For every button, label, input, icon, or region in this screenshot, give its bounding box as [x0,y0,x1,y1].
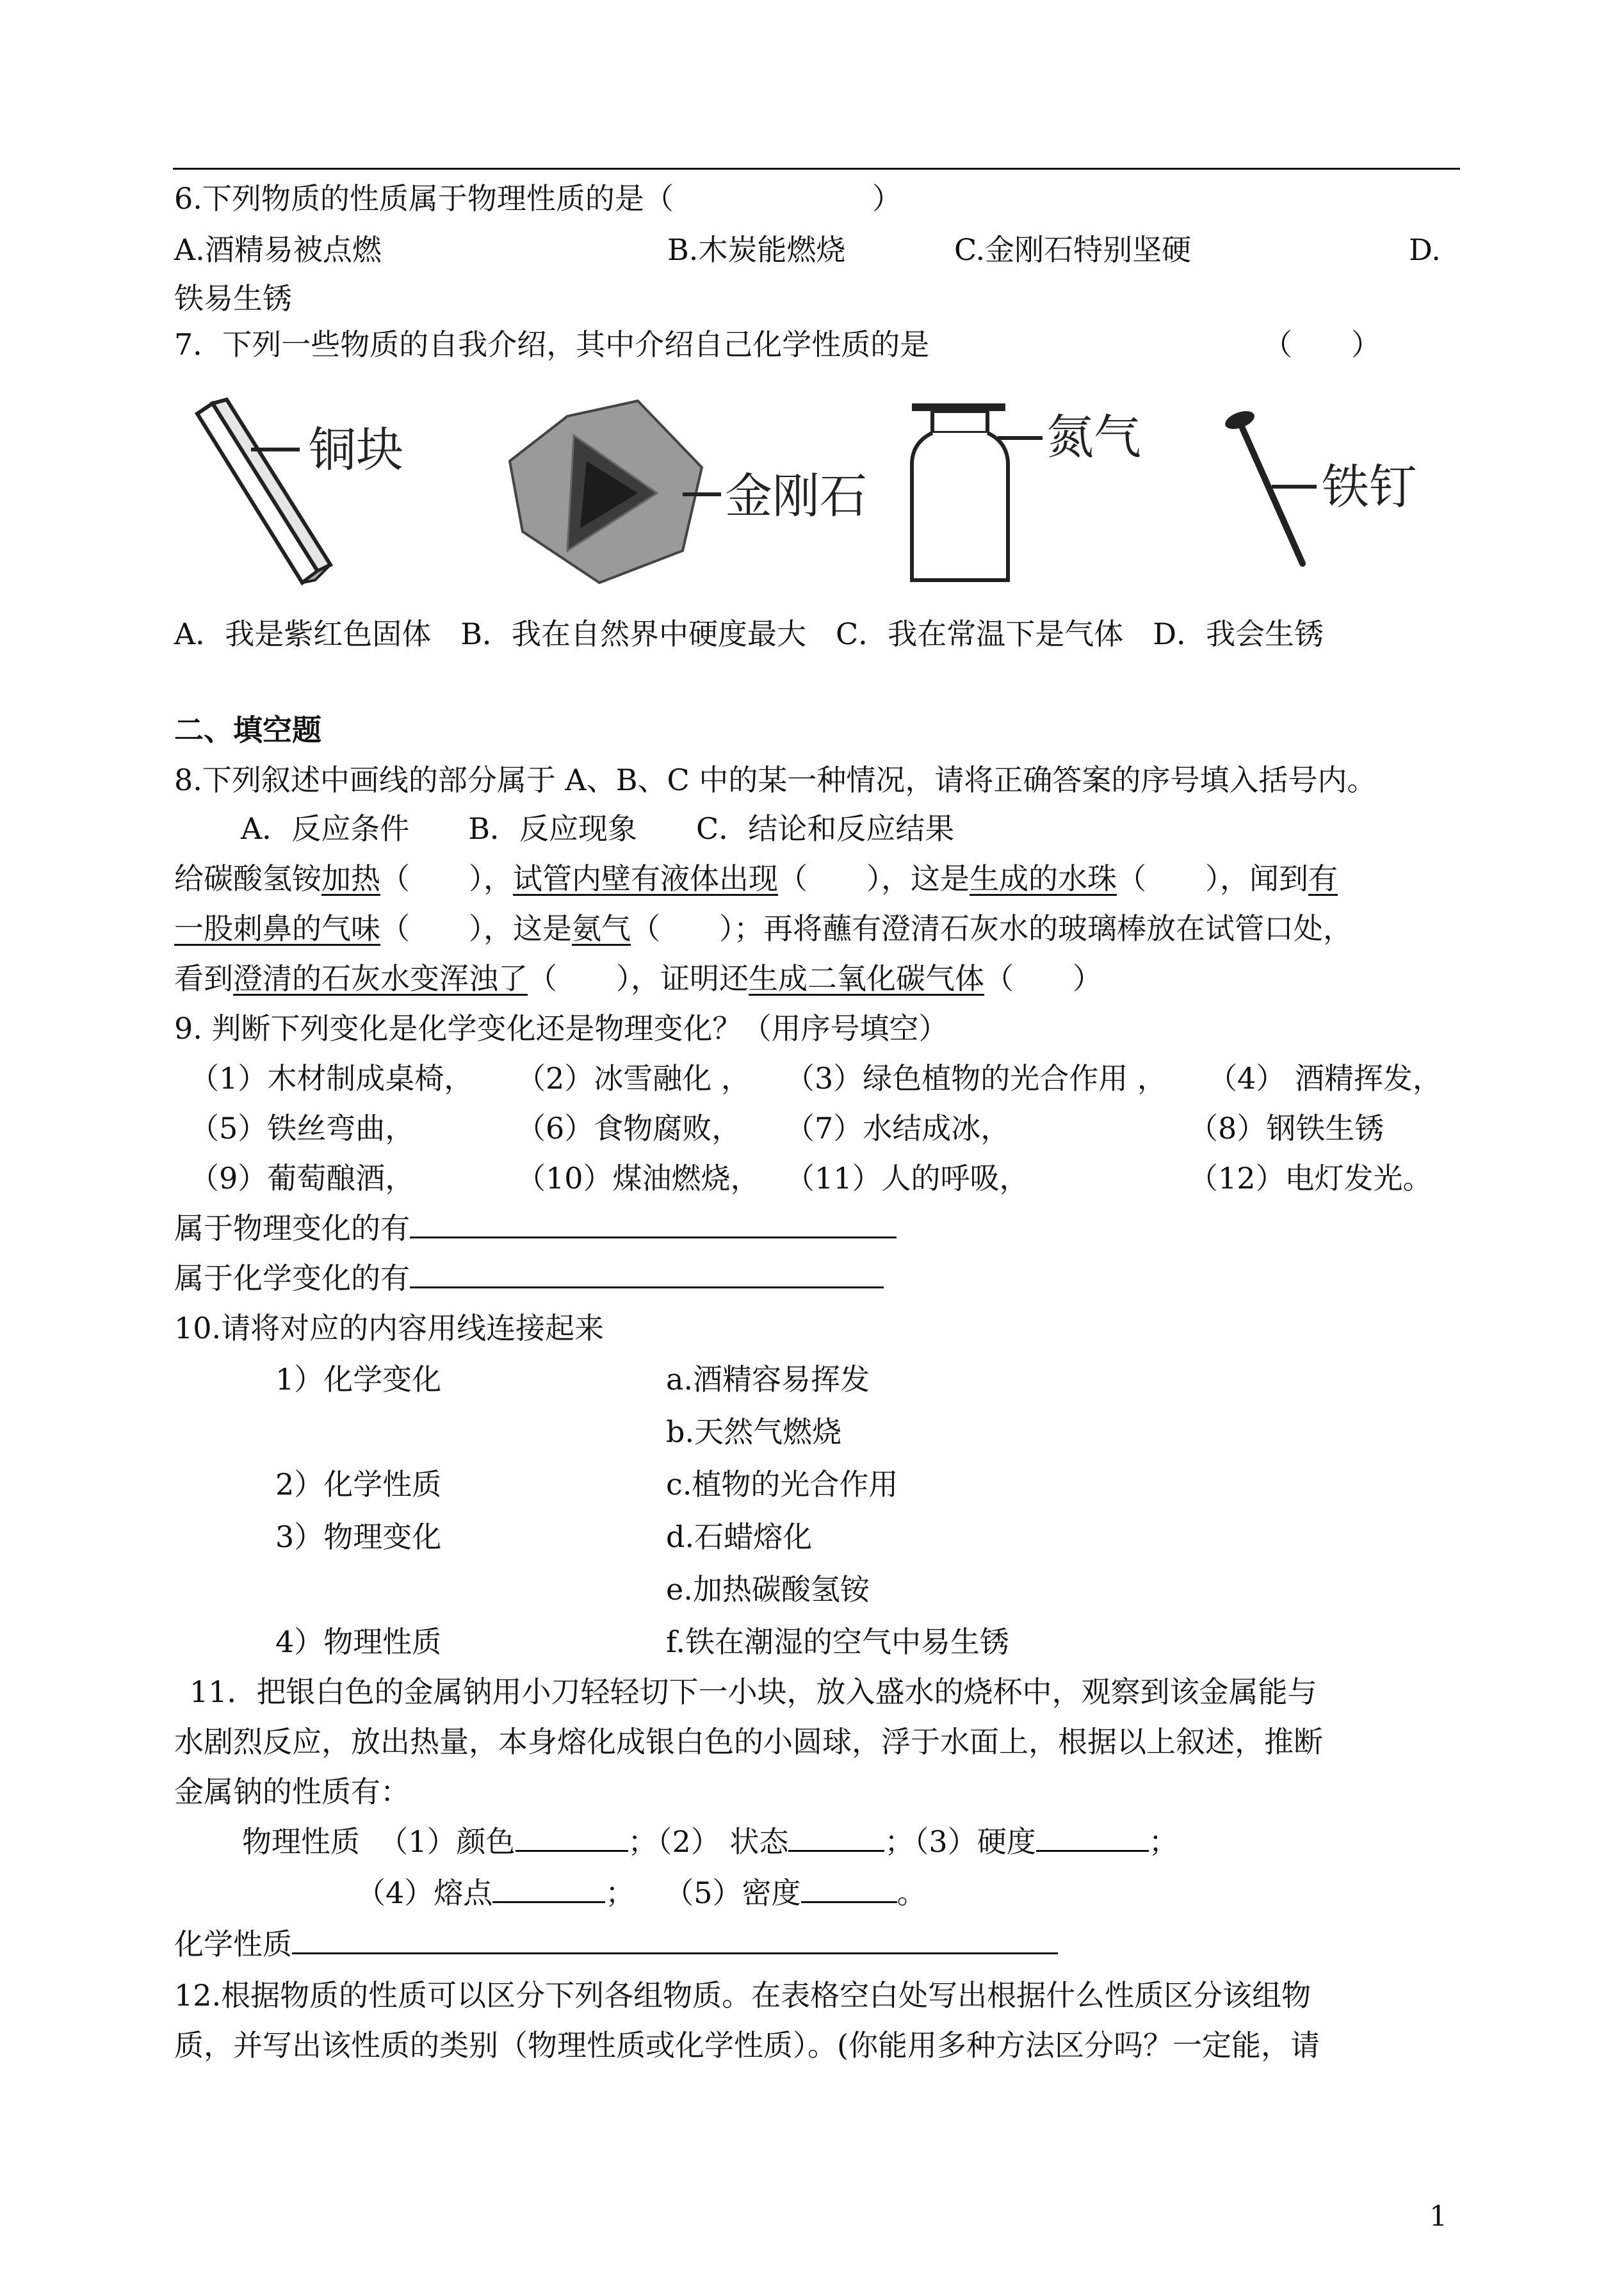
q10-right-f: f.铁在潮湿的空气中易生锈 [666,1625,1010,1659]
iron-nail-image [1222,408,1417,564]
q6-option-b: B.木炭能燃烧 [667,232,846,267]
q6-option-c: C.金刚石特别坚硬 [954,232,1192,267]
q10-left-2: 2）化学性质 [275,1467,442,1502]
q8-stem: 8.下列叙述中画线的部分属于 A、B、C 中的某一种情况，请将正确答案的序号填入括号内。 [174,763,1377,797]
figure-label-nitrogen: 氮气 [1046,410,1141,465]
figure-label-copper: 铜块 [309,423,403,478]
q8-choices: A．反应条件 B．反应现象 C．结论和反应结果 [241,811,955,846]
q9-row-2: （5）铁丝弯曲， （6）食物腐败， （7）水结成冰， （8）钢铁生锈 [190,1111,1384,1146]
q11-density-blank[interactable] [801,1876,897,1903]
q7-options: A．我是紫红色固体 B．我在自然界中硬度最大 C．我在常温下是气体 D．我会生锈 [174,617,1324,651]
q11-hardness-blank[interactable] [1036,1824,1149,1852]
header-rule [173,168,1460,170]
q7-stem: 7．下列一些物质的自我介绍，其中介绍自己化学性质的是 （ ） [174,327,1381,362]
q11-physical-row-1: 物理性质 （1）颜色 ；（2） 状态 ；（3）硬度 ； [242,1824,1178,1859]
page-number: 1 [1429,2200,1447,2233]
q7-figure [190,391,1438,596]
q11-state-blank[interactable] [788,1824,884,1852]
q9-physical-answer: 属于物理变化的有 [174,1209,897,1247]
q11-line-3: 金属钠的性质有： [174,1774,410,1809]
q10-left-1: 1）化学变化 [275,1362,442,1397]
q11-chemical-row: 化学性质 [174,1925,1058,1963]
q6-options [174,231,1455,269]
q9-row-3: （9）葡萄酿酒， （10）煤油燃烧， （11）人的呼吸， （12）电灯发光。 [190,1161,1433,1196]
q10-left-3: 3）物理变化 [275,1520,442,1554]
q10-right-e: e.加热碳酸氢铵 [666,1572,870,1607]
q9-stem: 9. 判断下列变化是化学变化还是物理变化？（用序号填空） [174,1011,948,1046]
q11-chemical-blank[interactable] [292,1927,1058,1954]
q9-chemical-answer: 属于化学变化的有 [174,1259,884,1297]
q11-line-1: 11．把银白色的金属钠用小刀轻轻切下一小块，放入盛水的烧杯中，观察到该金属能与 [190,1675,1317,1709]
q8-line-1: 给碳酸氢铵加热（ ），试管内壁有液体出现（ ），这是生成的水珠（ ），闻到有 [174,861,1338,896]
q6-option-a: A.酒精易被点燃 [174,232,382,267]
q8-line-2: 一股刺鼻的气味（ ），这是氨气（ ）；再将蘸有澄清石灰水的玻璃棒放在试管口处， [174,911,1352,946]
q9-row-1: （1）木材制成桌椅， （2）冰雪融化 ， （3）绿色植物的光合作用 ， （4） 酒精挥发， [190,1061,1442,1096]
q10-stem: 10.请将对应的内容用线连接起来 [174,1311,605,1345]
q9-physical-blank[interactable] [410,1211,897,1238]
q10-right-c: c.植物的光合作用 [666,1467,898,1502]
q11-physical-row-2: （4）熔点 ； （5）密度 。 [356,1876,927,1910]
q12-line-2: 质，并写出该性质的类别（物理性质或化学性质）。(你能用多种方法区分吗？一定能，请 [174,2028,1320,2063]
q9-chemical-blank[interactable] [410,1261,884,1288]
q11-melting-point-blank[interactable] [492,1876,605,1903]
q11-color-blank[interactable] [516,1824,628,1852]
q6-stem: 6.下列物质的性质属于物理性质的是（ ） [174,181,902,216]
figure-label-diamond: 金刚石 [725,469,867,524]
gas-bottle-image [912,403,1141,580]
q10-left-4: 4）物理性质 [275,1625,442,1659]
copper-block-image [197,400,403,583]
figure-label-iron-nail: 铁钉 [1322,460,1417,515]
diamond-image [510,401,867,583]
q6-option-d: D. [1409,232,1441,267]
q8-line-3: 看到澄清的石灰水变浑浊了（ ），证明还生成二氧化碳气体（ ） [174,961,1102,996]
q10-right-b: b.天然气燃烧 [666,1415,842,1449]
q6-option-d-text: 铁易生锈 [174,281,292,316]
q12-line-1: 12.根据物质的性质可以区分下列各组物质。在表格空白处写出根据什么性质区分该组物 [174,1978,1311,2013]
section-title: 二、填空题 [174,713,321,747]
q10-right-a: a.酒精容易挥发 [666,1362,870,1397]
q10-right-d: d.石蜡熔化 [666,1520,813,1554]
q11-line-2: 水剧烈反应，放出热量，本身熔化成银白色的小圆球，浮于水面上，根据以上叙述，推断 [174,1724,1323,1759]
